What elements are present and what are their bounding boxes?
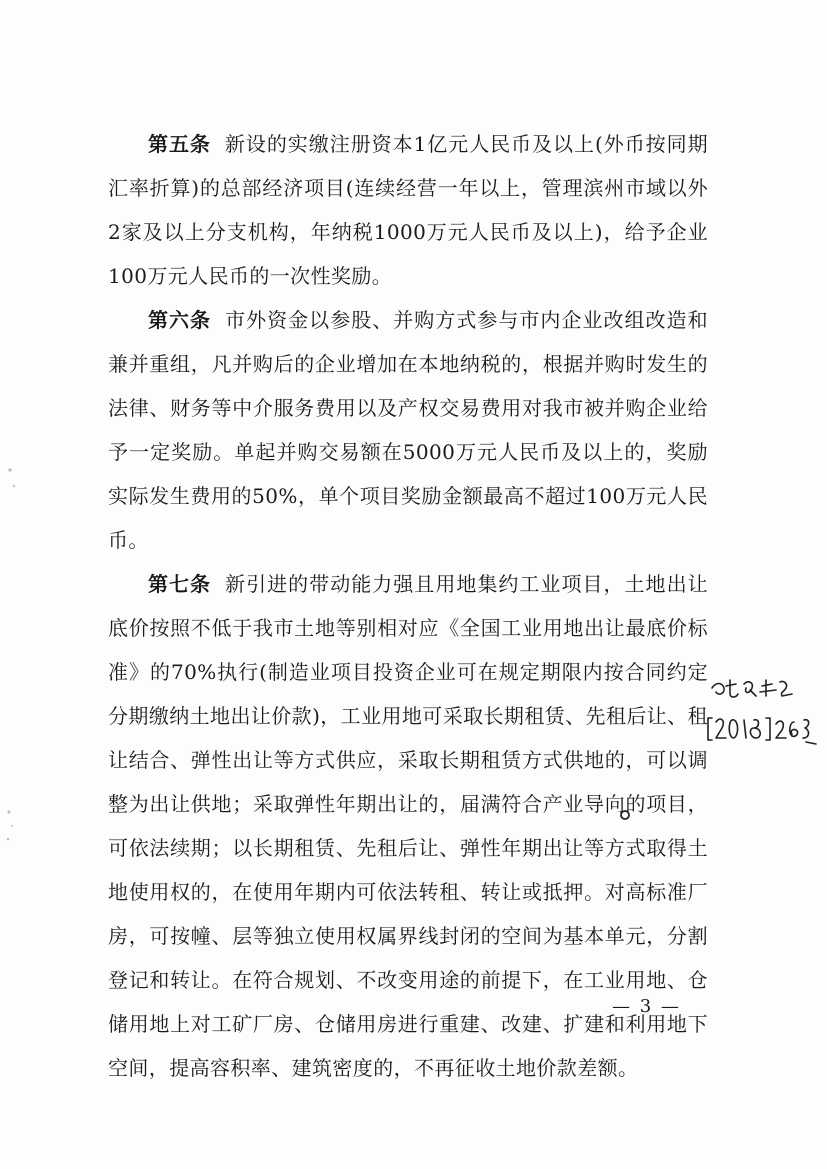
article-5-text: 新设的实缴注册资本1亿元人民币及以上(外币按同期汇率折算)的总部经济项目(连续经营一年以上，管理滨州市域以外2家及以上分支机构，年纳税1000万元人民币及以上)，给予企业100万元人民币的一次性奖励。	[108, 132, 708, 288]
article-6-text: 市外资金以参股、并购方式参与市内企业改组改造和兼并重组，凡并购后的企业增加在本地纳税的，根据并购时发生的法律、财务等中介服务费用以及产权交易费用对我市被并购企业给予一定奖励。单起并购交易额在5000万元人民币及以上的，奖励实际发生费用的50%，单个项目奖励金额最高不超过100万元人民币。	[108, 308, 709, 552]
article-6	[108, 298, 708, 562]
margin-pen-mark	[618, 808, 632, 822]
article-5	[108, 122, 708, 298]
page-number: — 3 —	[612, 996, 681, 1017]
scan-margin-specks	[0, 0, 40, 1169]
article-5-heading: 第五条	[148, 132, 211, 156]
document-body	[108, 122, 708, 1090]
article-7-heading: 第七条	[148, 572, 212, 596]
article-6-heading: 第六条	[148, 308, 212, 332]
handwritten-annotation	[706, 672, 818, 752]
article-7-text: 新引进的带动能力强且用地集约工业项目，土地出让底价按照不低于我市土地等别相对应《全国工业用地出让最底价标准》的70%执行(制造业项目投资企业可在规定期限内按合同约定分期缴纳土地出让价款)，工业用地可采取长期租赁、先租后让、租让结合、弹性出让等方式供应，采取长期租赁方式供地的，可以调整为出让供地；采取弹性年期出让的，届满符合产业导向的项目，可依法续期；以长期租赁、先租后让、弹性年期出让等方式取得土地使用权的，在使用年期内可依法转租、转让或抵押。对高标准厂房，可按幢、层等独立使用权属界线封闭的空间为基本单元，分割登记和转让。在符合规划、不改变用途的前提下，在工业用地、仓储用地上对工矿厂房、仓储用房进行重建、改建、扩建和利用地下空间，提高容积率、建筑密度的，不再征收土地价款差额。	[108, 572, 709, 1080]
